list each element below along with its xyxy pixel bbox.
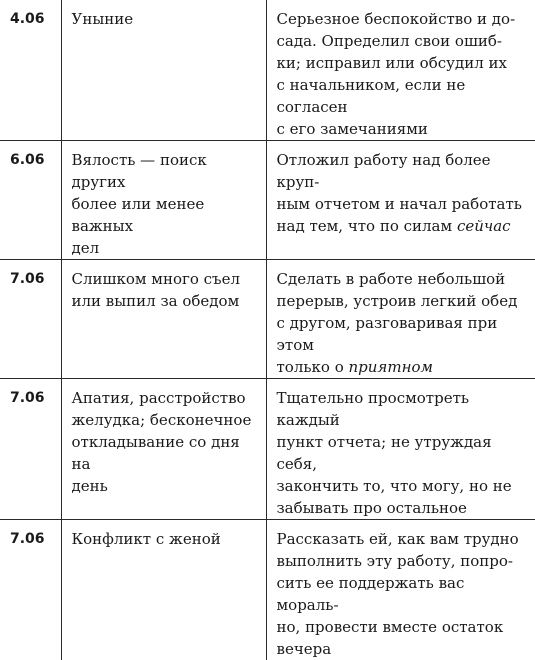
action-line: ки; исправил или обсудил их [277, 52, 528, 74]
action-line: вечера [277, 638, 528, 660]
state-line: дел [72, 237, 260, 259]
state-line: Апатия, расстройство [72, 387, 260, 409]
action-cell [266, 141, 535, 260]
action-line: сада. Определил свои ошиб- [277, 30, 528, 52]
action-cell [266, 379, 535, 520]
table-row [0, 379, 535, 520]
table-row [0, 520, 535, 660]
table-row [0, 260, 535, 379]
action-line: с его замечаниями [277, 118, 528, 140]
action-cell [266, 0, 535, 141]
action-line: Тщательно просмотреть каждый [277, 387, 528, 431]
date-cell: 7.06 [0, 260, 61, 379]
state-cell [61, 141, 266, 260]
action-line: ным отчетом и начал работать [277, 193, 528, 215]
action-line [277, 356, 528, 378]
action-line: Серьезное беспокойство и до- [277, 8, 528, 30]
action-line: Сделать в работе небольшой [277, 268, 528, 290]
action-line: с начальником, если не согласен [277, 74, 528, 118]
date-cell: 6.06 [0, 141, 61, 260]
action-line: сить ее поддержать вас мораль- [277, 572, 528, 616]
action-line: закончить то, что могу, но не [277, 475, 528, 497]
state-line: Слишком много съел [72, 268, 260, 290]
action-line: Рассказать ей, как вам трудно [277, 528, 528, 550]
action-text: только о [277, 358, 349, 376]
table-row [0, 141, 535, 260]
action-emphasis: сейчас [457, 217, 511, 235]
state-cell: Уныние [61, 0, 266, 141]
state-cell: Конфликт с женой [61, 520, 266, 660]
state-line: или выпил за обедом [72, 290, 260, 312]
action-line: перерыв, устроив легкий обед [277, 290, 528, 312]
action-line: с другом, разговаривая при этом [277, 312, 528, 356]
action-line: пункт отчета; не утруждая себя, [277, 431, 528, 475]
action-text: над тем, что по силам [277, 217, 457, 235]
action-line: выполнить эту работу, попро- [277, 550, 528, 572]
state-line: день [72, 475, 260, 497]
date-cell: 7.06 [0, 379, 61, 520]
action-cell [266, 260, 535, 379]
date-cell: 4.06 [0, 0, 61, 141]
table-row [0, 0, 535, 141]
state-cell [61, 379, 266, 520]
state-line: откладывание со дня на [72, 431, 260, 475]
state-line: более или менее важных [72, 193, 260, 237]
date-cell: 7.06 [0, 520, 61, 660]
action-cell [266, 520, 535, 660]
action-line [277, 215, 528, 237]
state-cell [61, 260, 266, 379]
state-line: желудка; бесконечное [72, 409, 260, 431]
action-line: Отложил работу над более круп- [277, 149, 528, 193]
action-line: забывать про остальное [277, 497, 528, 519]
action-emphasis: приятном [349, 358, 433, 376]
state-line: Вялость — поиск других [72, 149, 260, 193]
action-line: но, провести вместе остаток [277, 616, 528, 638]
